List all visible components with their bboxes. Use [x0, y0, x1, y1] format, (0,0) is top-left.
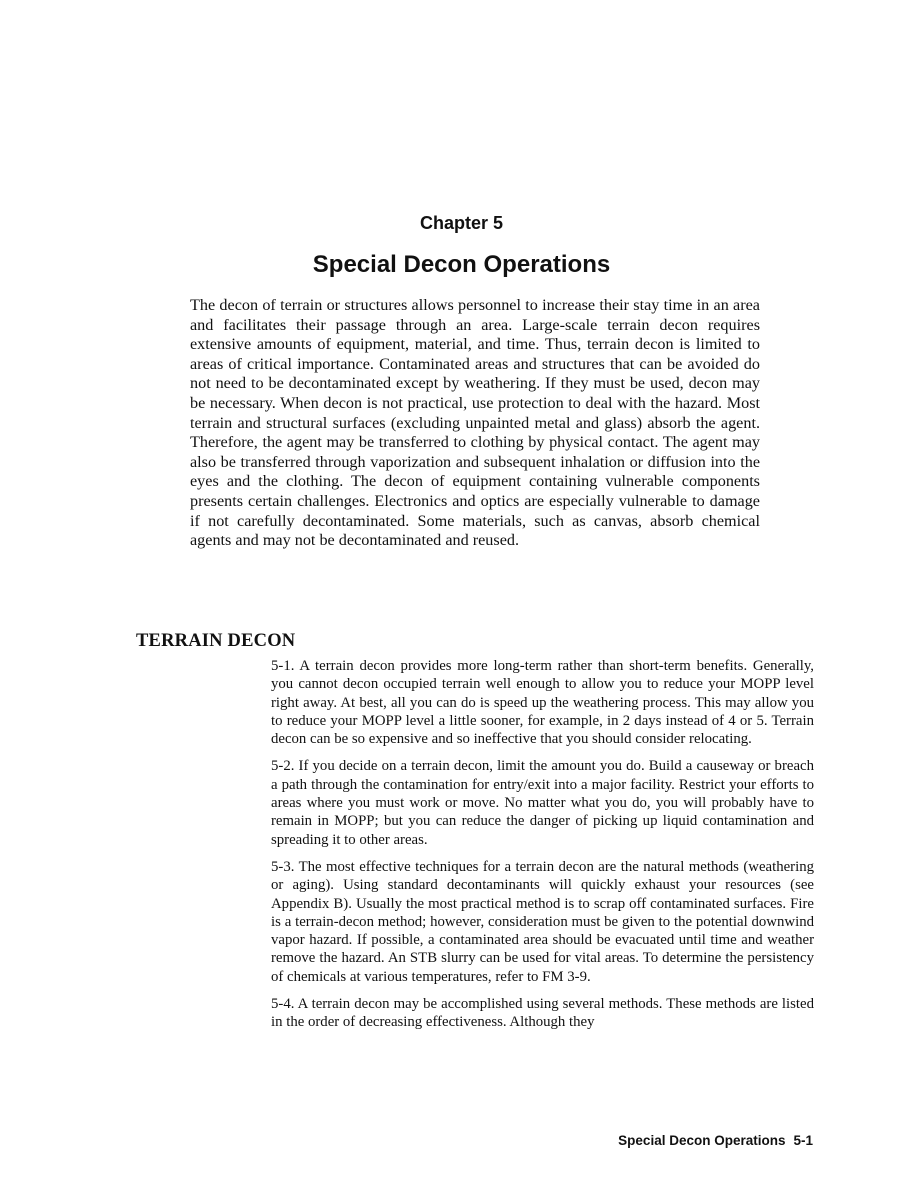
paragraph-5-1: 5-1. A terrain decon provides more long-term rather than short-term benefits. Generally, you cannot decon occupied terrain well enough to allow you to reduce your MOPP level right away. At best, all you can do is speed up the weathering process. This may allow you to reduce your MOPP level a little sooner, for example, in 2 days instead of 4 or 5. Terrain decon can be so expensive and so ineffective that you should consider relocating. — [271, 658, 814, 748]
chapter-label: Chapter 5 — [419, 213, 504, 233]
footer-page-number: 5-1 — [793, 1133, 813, 1148]
intro-paragraph: The decon of terrain or structures allows personnel to increase their stay time in an area and facilitates their passage through an area. Large-scale terrain decon requires extensive amounts of equipment, material, and time. Thus, terrain decon is limited to areas of critical importance. Contaminated areas and structures that can be avoided do not need to be decontaminated except by weathering. If they must be used, decon may be necessary. When decon is not practical, use protection to deal with the hazard. Most terrain and structural surfaces (excluding unpainted metal and glass) absorb the agent. Therefore, the agent may be transferred to clothing by physical contact. The agent may also be transferred through vaporization and subsequent inhalation or diffusion into the eyes and the clothing. The decon of equipment containing vulnerable components presents certain challenges. Electronics and optics are especially vulnerable to damage if not carefully decontaminated. Some materials, such as canvas, absorb chemical agents and may not be decontaminated and reused. — [190, 296, 760, 550]
section-body — [271, 657, 814, 1041]
section-heading: TERRAIN DECON — [136, 631, 296, 651]
paragraph-5-4: 5-4. A terrain decon may be accomplished using several methods. These methods are listed in the order of decreasing effectiveness. Although they — [271, 996, 814, 1031]
page-footer — [618, 1133, 813, 1149]
paragraph-5-3: 5-3. The most effective techniques for a terrain decon are the natural methods (weathering or aging). Using standard decontaminants will quickly exhaust your resources (see Appendix B). Usually the most practical method is to scrap off contaminated surfaces. Fire is a terrain-decon method; however, consideration must be given to the potential downwind vapor hazard. If possible, a contaminated area should be evacuated until time and weather remove the hazard. An STB slurry can be used for vital areas. To determine the persistency of chemicals at various temperatures, refer to FM 3-9. — [271, 858, 814, 985]
footer-running-title: Special Decon Operations — [618, 1133, 786, 1148]
paragraph-5-2: 5-2. If you decide on a terrain decon, limit the amount you do. Build a causeway or breach a path through the contamination for entry/exit into a major facility. Restrict your efforts to areas where you must work or move. No matter what you do, you will probably have to remain in MOPP; but you can reduce the danger of picking up liquid contamination and spreading it to other areas. — [271, 758, 814, 848]
chapter-title: Special Decon Operations — [312, 251, 611, 278]
